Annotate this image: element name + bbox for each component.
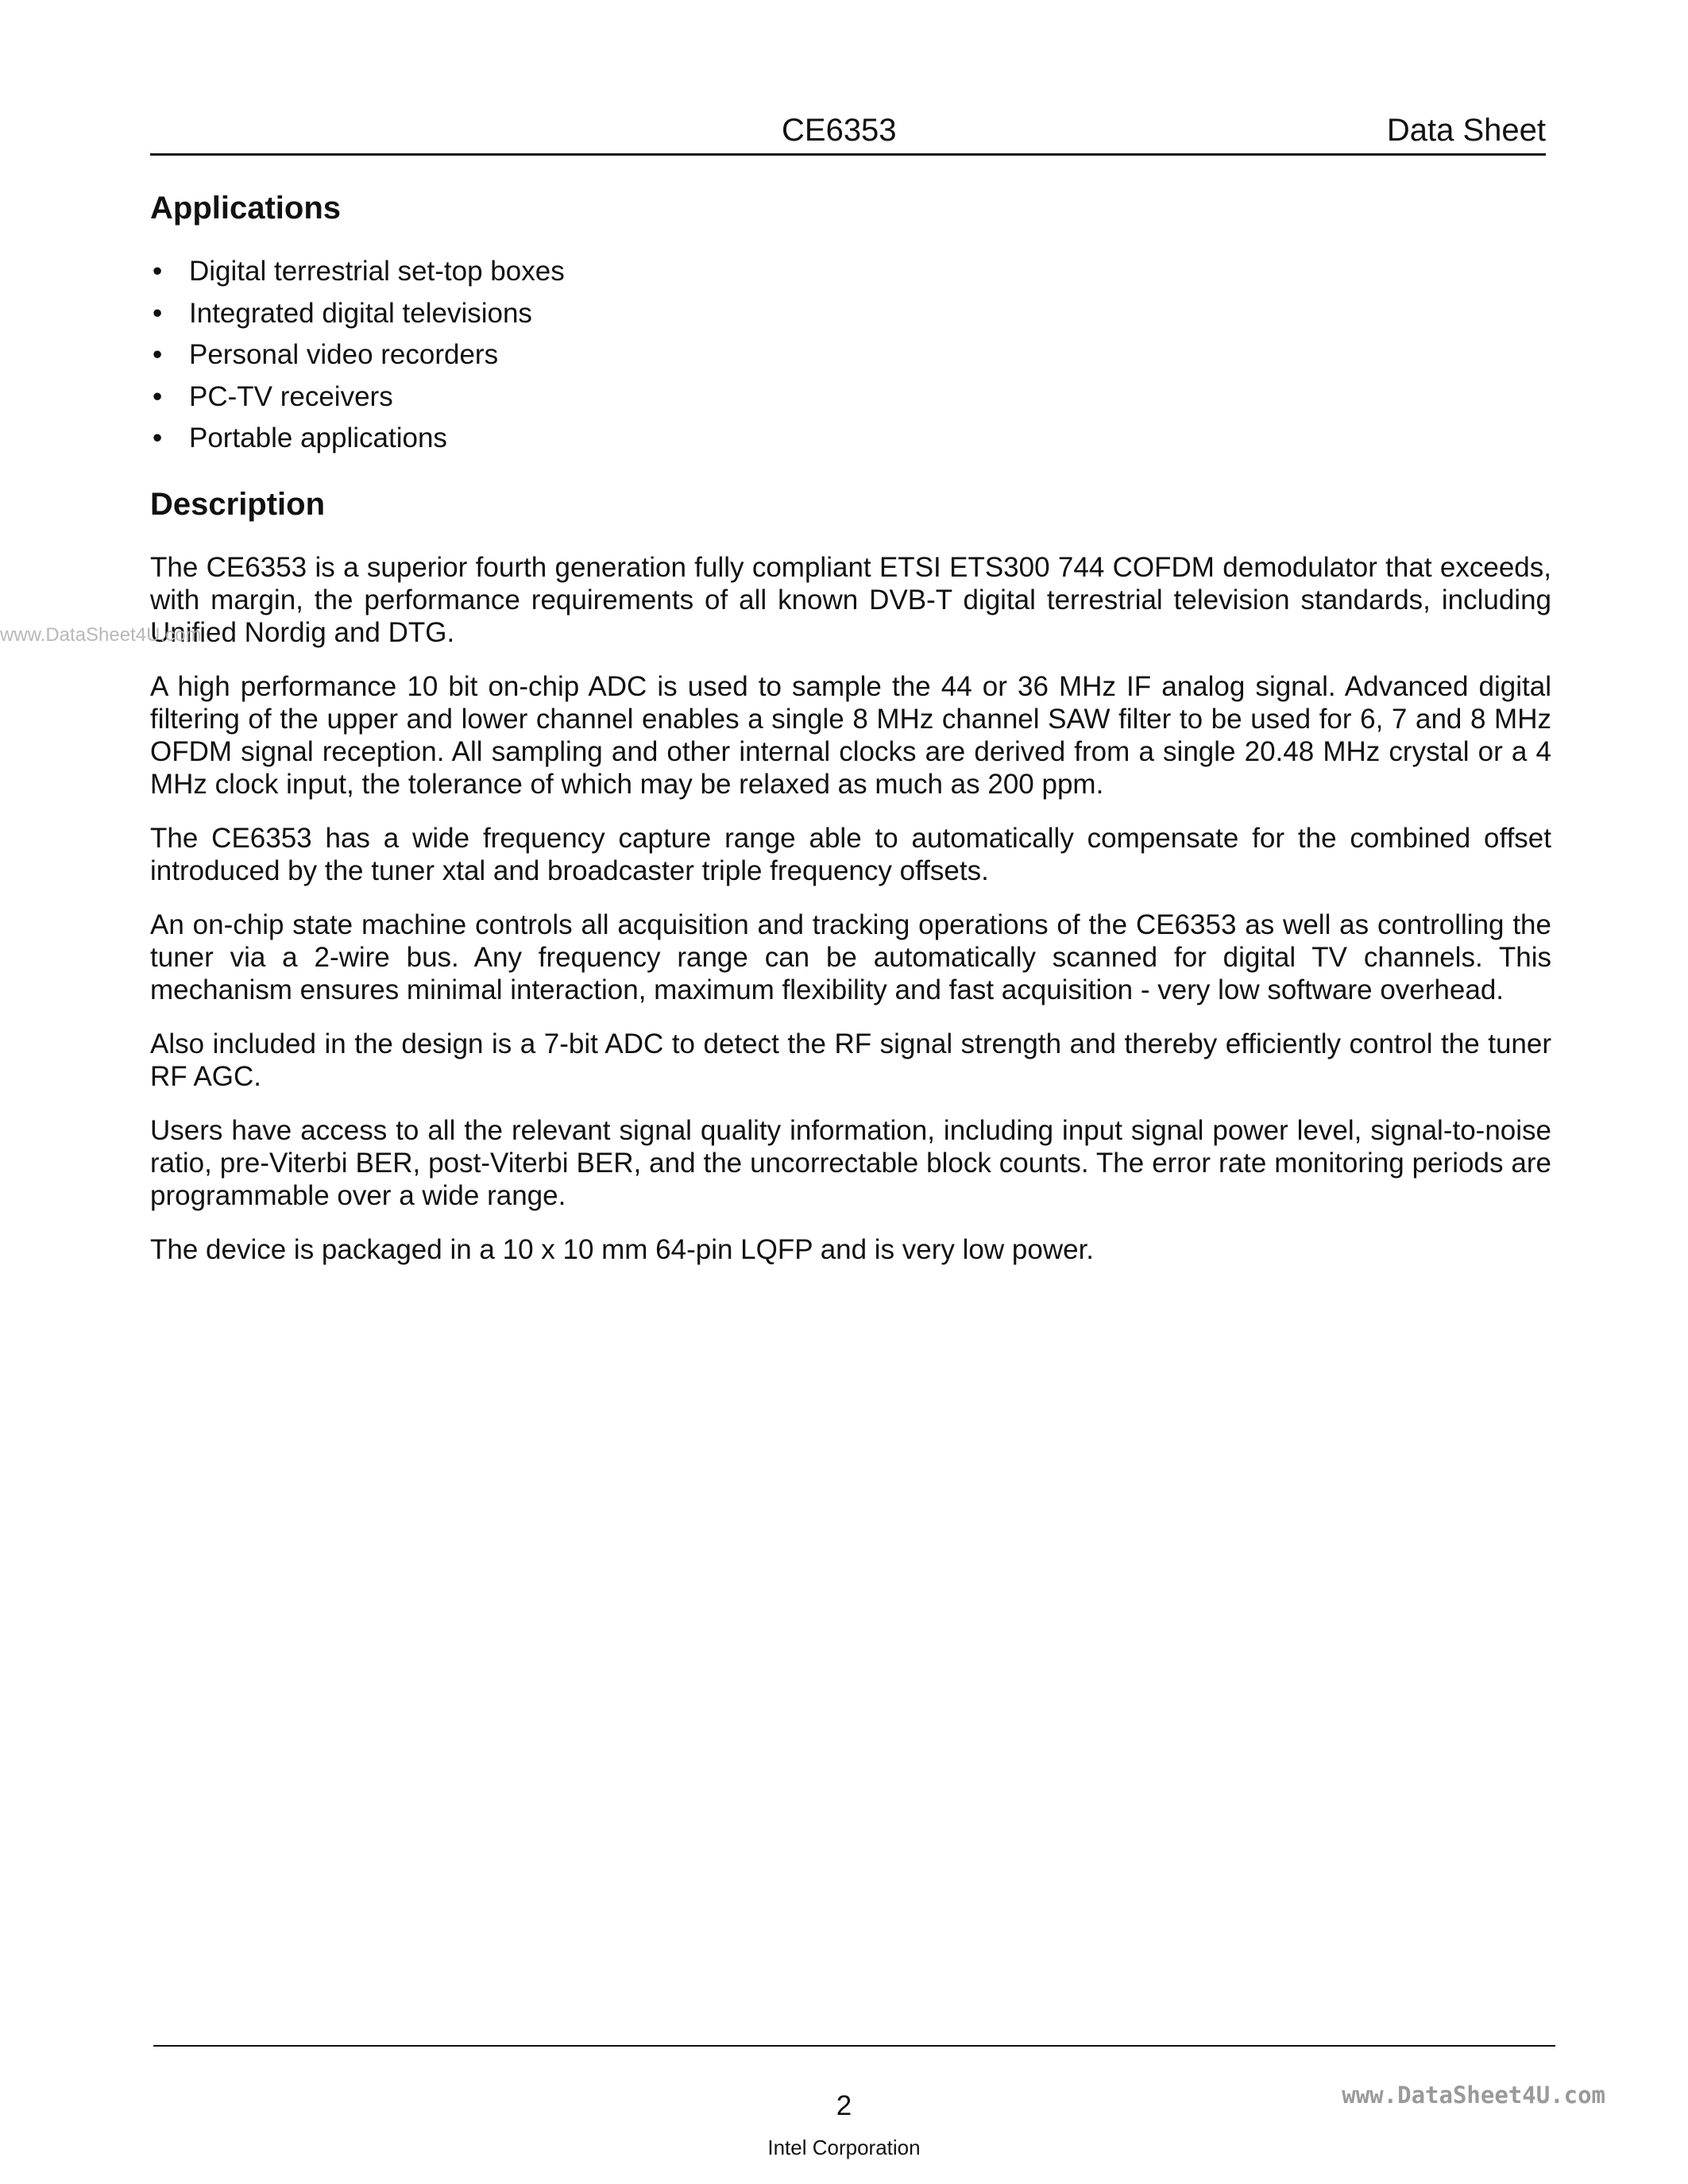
document-id: CE6353: [782, 113, 897, 148]
list-item: [150, 376, 565, 419]
description-heading: Description: [150, 487, 326, 522]
list-item-text: Portable applications: [189, 423, 447, 453]
bullet-icon: •: [153, 339, 163, 370]
description-paragraph: A high performance 10 bit on-chip ADC is used to sample the 44 or 36 MHz IF analog signal. Advanced digital filtering of the upper and lower channel enables a single 8 MHz channel SAW filter to be used for 6, 7 and 8 MHz OFDM signal reception. All sampling and other internal clocks are derived from a single 20.48 MHz crystal or a 4 MHz clock input, the tolerance of which may be relaxed as much as 200 ppm.: [150, 671, 1551, 800]
header-divider: [150, 153, 1546, 156]
description-paragraph: The CE6353 has a wide frequency capture range able to automatically compensate for the combined offset introduced by the tuner xtal and broadcaster triple frequency offsets.: [150, 823, 1551, 886]
bullet-icon: •: [153, 380, 163, 412]
description-paragraph: Users have access to all the relevant signal quality information, including input signal power level, signal-to-noise ratio, pre-Viterbi BER, post-Viterbi BER, and the uncorrectable block counts. The error rate monitoring periods are programmable over a wide range.: [150, 1115, 1551, 1211]
list-item-text: Digital terrestrial set-top boxes: [189, 256, 565, 287]
watermark-left: www.DataSheet4U.com: [0, 624, 202, 646]
document-type: Data Sheet: [1386, 113, 1546, 148]
list-item-text: Personal video recorders: [189, 339, 499, 370]
description-paragraph: The CE6353 is a superior fourth generation fully compliant ETSI ETS300 744 COFDM demodulator that exceeds, with margin, the performance requirements of all known DVB-T digital terrestrial television standards, including Unified Nordig and DTG.: [150, 552, 1551, 648]
applications-list: [150, 251, 565, 460]
list-item-text: Integrated digital televisions: [189, 297, 532, 329]
list-item: [150, 251, 565, 293]
list-item-text: PC-TV receivers: [189, 380, 393, 412]
footer-divider: [153, 2045, 1555, 2047]
bullet-icon: •: [153, 423, 163, 453]
applications-heading: Applications: [150, 191, 342, 226]
watermark-right: www.DataSheet4U.com: [1342, 2082, 1605, 2109]
bullet-icon: •: [153, 297, 163, 329]
list-item: [150, 334, 565, 376]
description-body: [150, 551, 1551, 1287]
description-paragraph: Also included in the design is a 7-bit ADC to detect the RF signal strength and thereby efficiently control the tuner RF AGC.: [150, 1028, 1551, 1092]
list-item: [150, 293, 565, 335]
page-number: 2: [836, 2090, 852, 2121]
description-paragraph: The device is packaged in a 10 x 10 mm 64-pin LQFP and is very low power.: [150, 1234, 1095, 1265]
description-paragraph: An on-chip state machine controls all acquisition and tracking operations of the CE6353 as well as controlling the tuner via a 2-wire bus. Any frequency range can be automatically scanned for digital TV channels. This mechanism ensures minimal interaction, maximum flexibility and fast acquisition - very low software overhead.: [150, 909, 1551, 1005]
list-item: [150, 418, 565, 460]
company-name: Intel Corporation: [767, 2136, 921, 2159]
bullet-icon: •: [153, 256, 163, 287]
